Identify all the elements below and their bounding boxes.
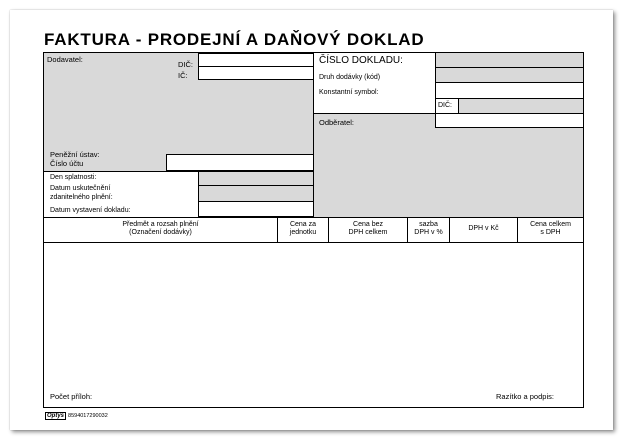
- taxable-date-field[interactable]: [198, 185, 314, 202]
- column-header-total-incl-vat-line-1: Cena celkem: [530, 221, 571, 228]
- customer-block: [314, 114, 583, 218]
- column-header-total-incl-vat-line-2: s DPH: [540, 229, 561, 236]
- column-header-total-incl-vat: [518, 221, 583, 237]
- attachments-label: Počet příloh:: [50, 392, 93, 401]
- delivery-type-label: Druh dodávky (kód): [319, 74, 381, 81]
- supplier-ic-label: IČ:: [178, 71, 188, 80]
- column-header-item-line-2: (Označení dodávky): [129, 229, 192, 236]
- due-date-field[interactable]: [198, 171, 314, 186]
- column-header-total-excl-vat-line-2: DPH celkem: [348, 229, 388, 236]
- taxable-date-label-2: zdanitelného plnění:: [50, 194, 113, 201]
- column-header-unit-price-line-2: jednotku: [289, 229, 317, 236]
- column-header-item: [44, 221, 277, 237]
- supplier-dic-label: DIČ:: [178, 60, 193, 69]
- form-code: [45, 412, 108, 420]
- column-header-vat-rate: [408, 221, 449, 237]
- issue-date-field[interactable]: [198, 201, 314, 217]
- account-field[interactable]: [166, 154, 314, 171]
- document-number-field[interactable]: [435, 52, 584, 68]
- column-header-unit-price-line-1: Cena za: [289, 221, 317, 228]
- account-label: Číslo účtu: [50, 159, 84, 168]
- form-title: FAKTURA - PRODEJNÍ A DAŇOVÝ DOKLAD: [44, 30, 425, 49]
- document-number-label: ČÍSLO DOKLADU:: [319, 55, 403, 66]
- taxable-date-label-1: Datum uskutečnění: [50, 185, 111, 192]
- issue-date-label: Datum vystavení dokladu:: [50, 207, 131, 214]
- column-header-total-excl-vat-line-1: Cena bez: [353, 221, 383, 228]
- constant-symbol-field[interactable]: [435, 82, 584, 99]
- customer-dic-field[interactable]: [458, 98, 584, 114]
- supplier-label: Dodavatel:: [47, 55, 83, 64]
- supplier-dic-field[interactable]: [198, 53, 314, 67]
- column-header-item-line-1: Předmět a rozsah plnění: [122, 221, 199, 228]
- due-date-label: Den splatnosti:: [50, 174, 97, 181]
- column-header-vat-rate-line-2: DPH v %: [414, 229, 443, 236]
- stamp-signature-label: Razítko a podpis:: [496, 392, 554, 401]
- customer-label: Odběratel:: [319, 118, 355, 127]
- bank-label: Peněžní ústav:: [50, 150, 100, 159]
- barcode-number: 8594017290032: [68, 413, 108, 419]
- column-header-vat-amount: DPH v Kč: [468, 225, 499, 232]
- customer-dic-label: DIČ:: [438, 102, 452, 109]
- supplier-ic-field[interactable]: [198, 66, 314, 80]
- column-header-unit-price: [278, 221, 328, 237]
- delivery-type-field[interactable]: [435, 67, 584, 83]
- items-area[interactable]: [44, 243, 583, 407]
- customer-ic-field[interactable]: [435, 113, 584, 128]
- column-header-total-excl-vat: [329, 221, 407, 237]
- publisher-logo: Optys: [47, 413, 65, 419]
- constant-symbol-label: Konstantní symbol:: [319, 89, 379, 96]
- divider: [43, 217, 584, 218]
- column-header-vat-rate-line-1: sazba: [419, 221, 438, 228]
